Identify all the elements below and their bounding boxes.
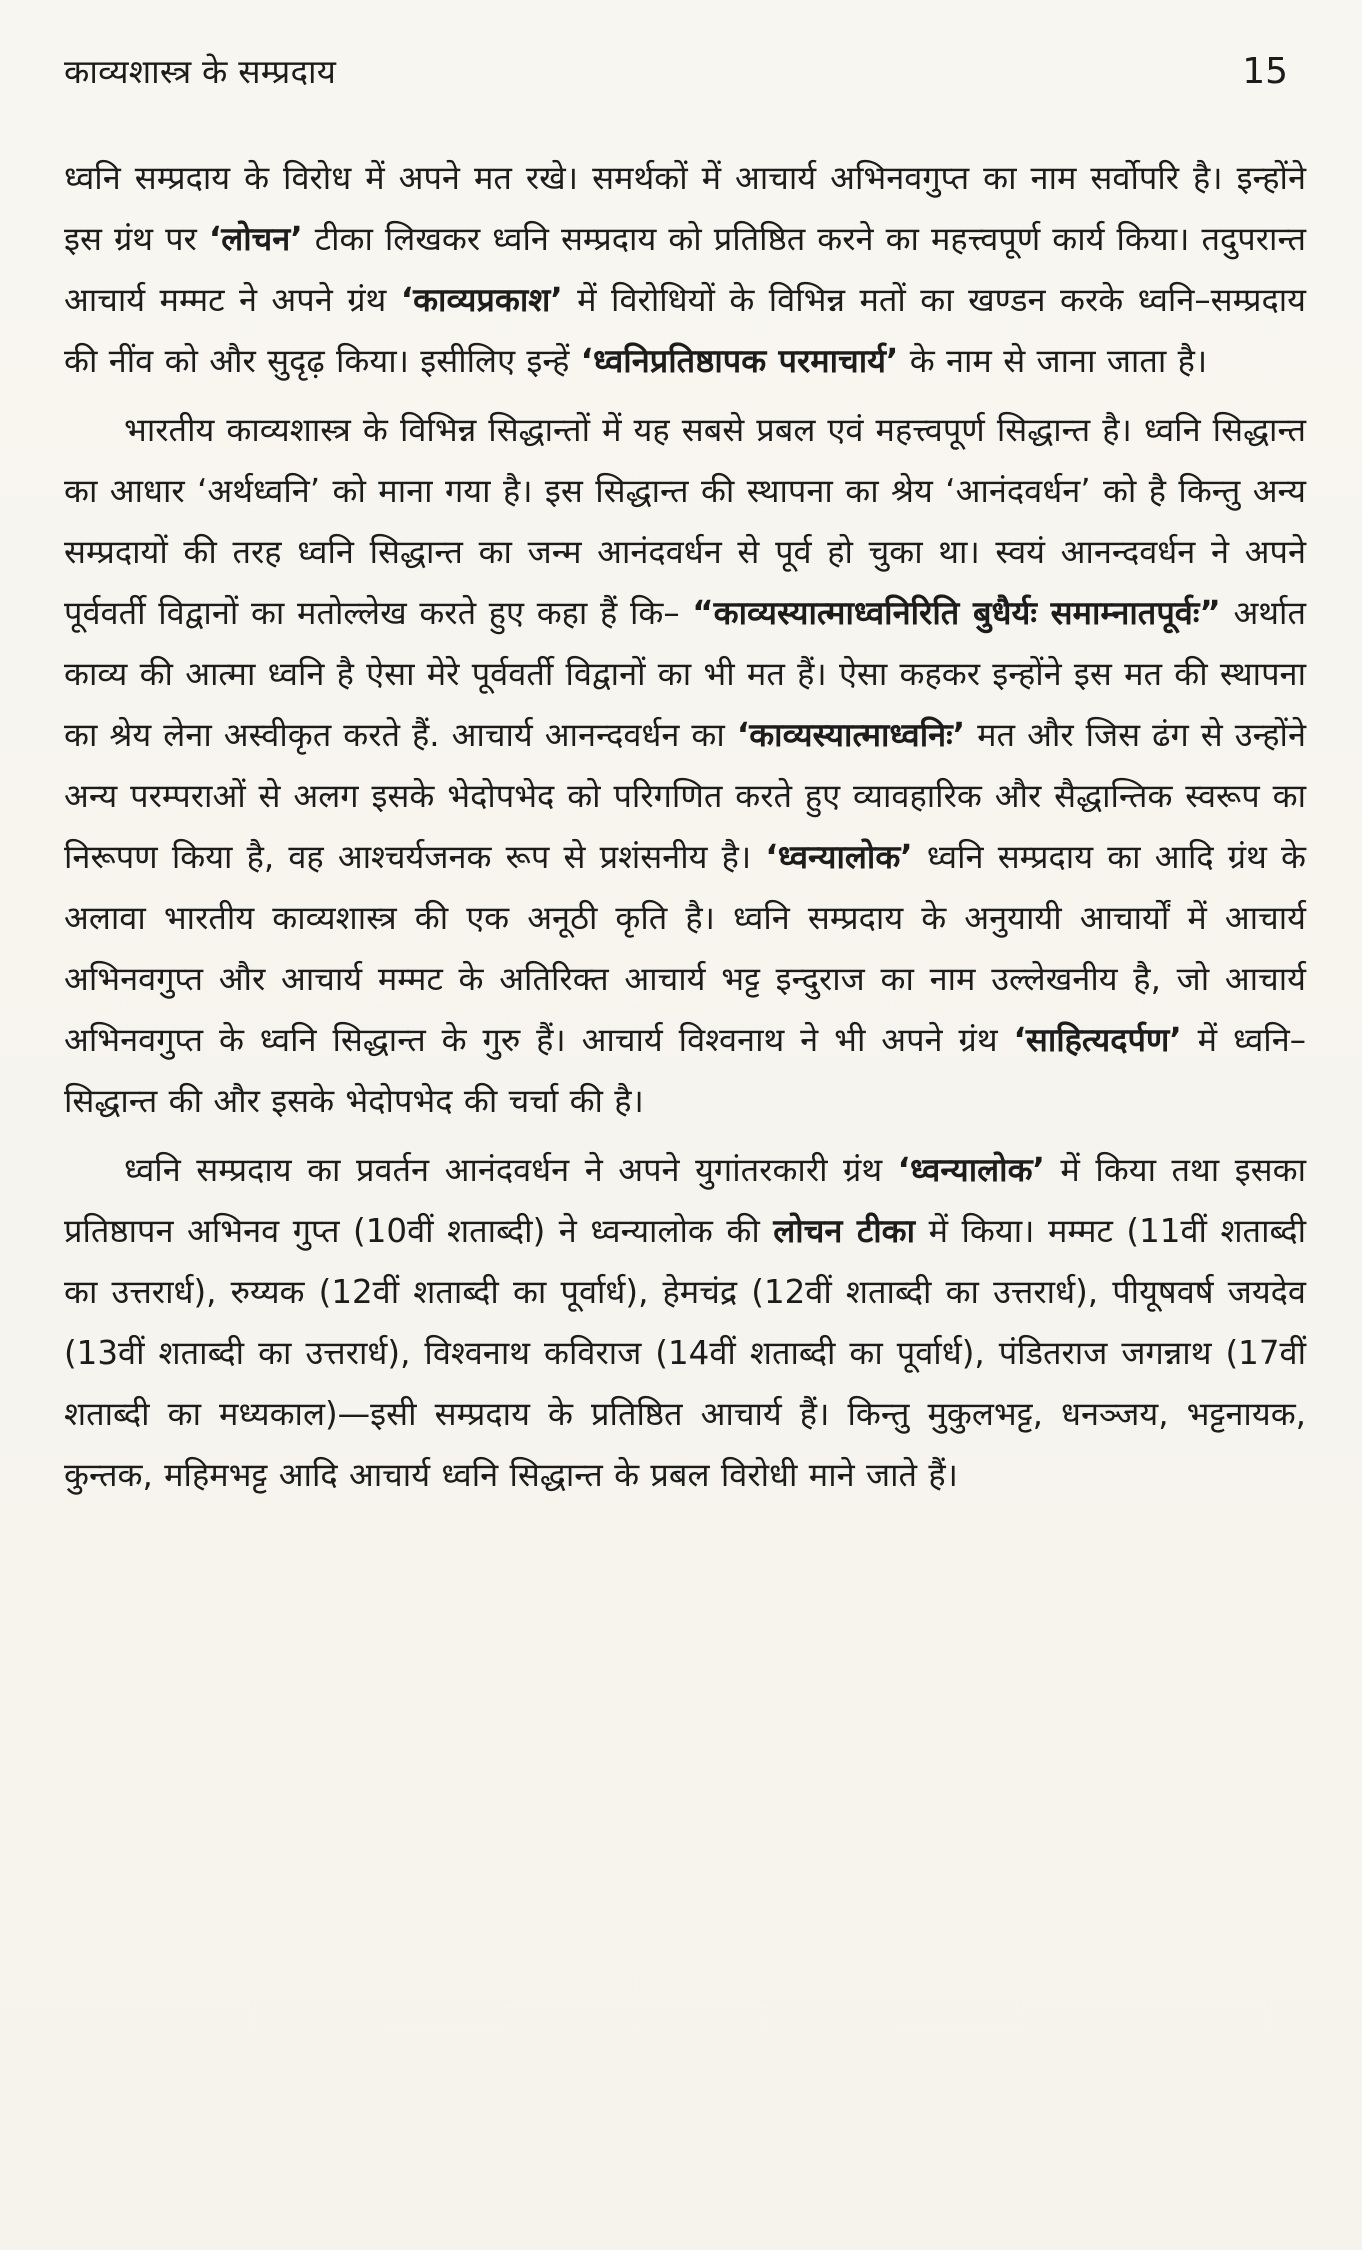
bold-quote-kavyasyatma: “काव्यस्यात्माध्वनिरिति बुधैर्यः समाम्नातपूर्वः” [692,594,1221,632]
bold-term-dhvanyalok: ‘ध्वन्यालोक’ [897,1151,1045,1189]
text-run: में किया। मम्मट (11वीं शताब्दी का उत्तरार्ध), रुय्यक (12वीं शताब्दी का पूर्वार्ध), हेमचंद्र (12वीं शताब्दी का उत्तरार्ध), पीयूषवर्ष जयदेव (13वीं शताब्दी का उत्तरार्ध), विश्वनाथ कविराज (14वीं शताब्दी का पूर्वार्ध), पंडितराज जगन्नाथ (17वीं शताब्दी का मध्यकाल)—इसी सम्प्रदाय के प्रतिष्ठित आचार्य हैं। किन्तु मुकुलभट्ट, धनञ्जय, भट्टनायक, कुन्तक, महिमभट्ट आदि आचार्य ध्वनि सिद्धान्त के प्रबल विरोधी माने जाते हैं। [64,1212,1306,1494]
text-run: में किया तथा इसका प्रतिष्ठापन अभिनव गुप्त (10वीं शताब्दी) ने ध्वन्यालोक की [64,1151,1306,1250]
paragraph-3 [64,1140,1306,1506]
running-head [64,48,1306,112]
text-run: ध्वनि सम्प्रदाय का आदि ग्रंथ के अलावा भारतीय काव्यशास्त्र की एक अनूठी कृति है। ध्वनि सम्प्रदाय के अनुयायी आचार्यों में आचार्य अभिनवगुप्त और आचार्य मम्मट के अतिरिक्त आचार्य भट्ट इन्दुराज का नाम उल्लेखनीय है, जो आचार्य अभिनवगुप्त के ध्वनि सिद्धान्त के गुरु हैं। आचार्य विश्वनाथ ने भी अपने ग्रंथ [64,838,1306,1059]
paragraph-1 [64,148,1306,392]
page-number: 15 [1242,51,1288,92]
text-run: में ध्वनि–सिद्धान्त की और इसके भेदोपभेद की चर्चा की है। [64,1021,1307,1120]
bold-term-kavyaprakash: ‘काव्यप्रकाश’ [400,281,563,319]
text-run: के नाम से जाना जाता है। [898,342,1208,380]
bold-term-kavyasyatmadhvani: ‘काव्यस्यात्माध्वनिः’ [736,716,966,754]
text-run: ध्वनि सम्प्रदाय के विरोध में अपने मत रखे। समर्थकों में आचार्य अभिनवगुप्त का नाम सर्वोपरि है। इन्होंने इस ग्रंथ पर [64,159,1306,258]
text-run: भारतीय काव्यशास्त्र के विभिन्न सिद्धान्तों में यह सबसे प्रबल एवं महत्त्वपूर्ण सिद्धान्त है। ध्वनि सिद्धान्त का आधार ‘अर्थध्वनि’ को माना गया है। इस सिद्धान्त की स्थापना का श्रेय ‘आनंदवर्धन’ को है किन्तु अन्य सम्प्रदायों की तरह ध्वनि सिद्धान्त का जन्म आनंदवर्धन से पूर्व हो चुका था। स्वयं आनन्दवर्धन ने अपने पूर्ववर्ती विद्वानों का मतोल्लेख करते हुए कहा हैं कि– [64,411,1306,632]
paragraph-2 [64,400,1306,1132]
text-run: मत और जिस ढंग से उन्होंने अन्य परम्पराओं से अलग इसके भेदोपभेद को परिगणित करते हुए व्यावहारिक और सैद्धान्तिक स्वरूप का निरूपण किया है, वह आश्चर्यजनक रूप से प्रशंसनीय है। [64,716,1306,876]
body-text [64,148,1306,1506]
bold-term-dhvanipratishthapak: ‘ध्वनिप्रतिष्ठापक परमाचार्य’ [580,342,899,380]
bold-term-sahityadarpan: ‘साहित्यदर्पण’ [1013,1021,1182,1059]
bold-term-lochan: ‘लोचन’ [208,220,303,258]
text-run: ध्वनि सम्प्रदाय का प्रवर्तन आनंदवर्धन ने अपने युगांतरकारी ग्रंथ [124,1151,898,1189]
text-run: में विरोधियों के विभिन्न मतों का खण्डन करके ध्वनि–सम्प्रदाय की नींव को और सुदृढ़ किया। इसीलिए इन्हें [64,281,1306,380]
text-run: टीका लिखकर ध्वनि सम्प्रदाय को प्रतिष्ठित करने का महत्त्वपूर्ण कार्य किया। तदुपरान्त आचार्य मम्मट ने अपने ग्रंथ [64,220,1306,319]
running-title: काव्यशास्त्र के सम्प्रदाय [64,52,337,91]
bold-term-dhvanyalok: ‘ध्वन्यालोक’ [765,838,913,876]
bold-term-lochan-tika: लोचन टीका [773,1212,916,1250]
text-run: अर्थात काव्य की आत्मा ध्वनि है ऐसा मेरे पूर्ववर्ती विद्वानों का भी मत हैं। ऐसा कहकर इन्होंने इस मत की स्थापना का श्रेय लेना अस्वीकृत करते हैं. आचार्य आनन्दवर्धन का [64,594,1307,754]
